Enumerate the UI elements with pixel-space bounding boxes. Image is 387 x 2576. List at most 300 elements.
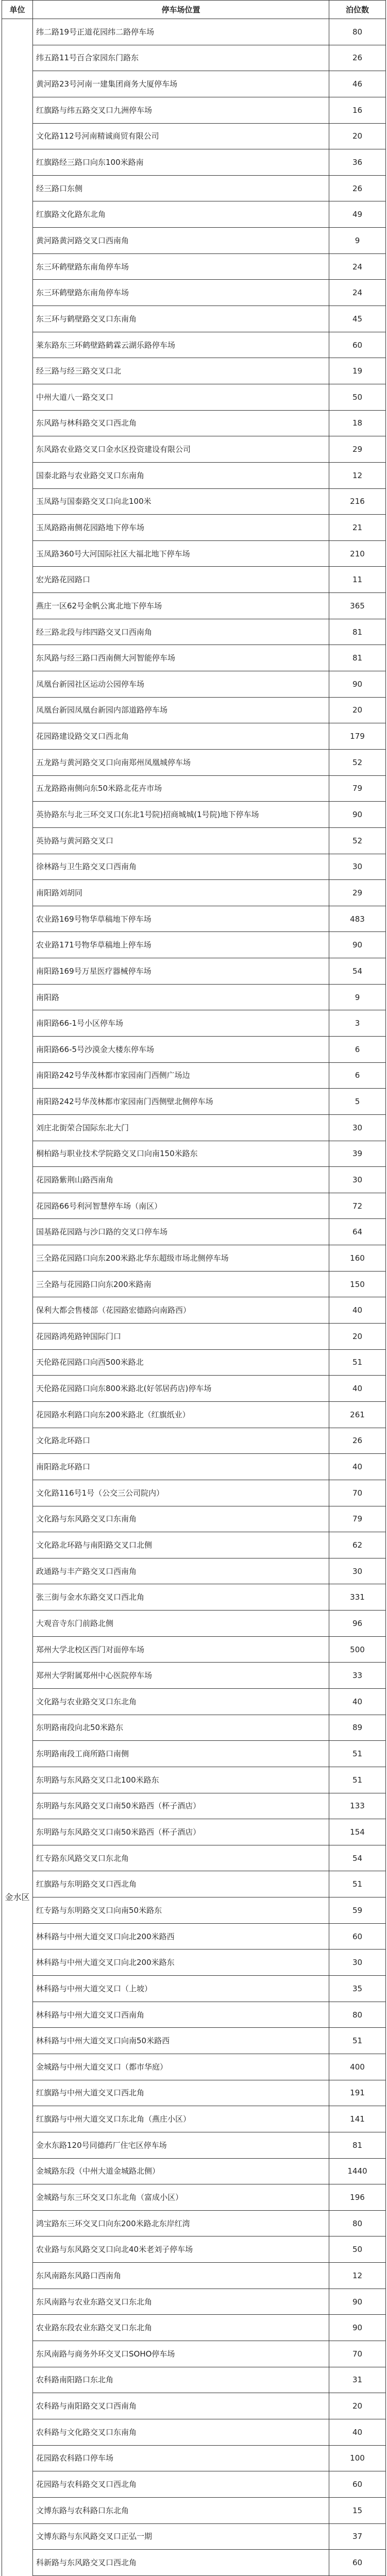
spaces-cell: 80 <box>329 2002 386 2028</box>
spaces-cell: 31 <box>329 2367 386 2393</box>
table-row <box>2 488 386 515</box>
location-cell: 金城路与东三环交叉口东北角（富成小区） <box>33 2184 329 2211</box>
location-cell: 东风路农业路交叉口金水区投资建设有限公司 <box>33 436 329 463</box>
spaces-cell: 26 <box>329 45 386 71</box>
table-row <box>2 1297 386 1324</box>
spaces-cell: 40 <box>329 1297 386 1324</box>
table-row <box>2 2002 386 2028</box>
location-cell: 东三环鹤壁路东南角停车场 <box>33 280 329 306</box>
table-row <box>2 1010 386 1037</box>
spaces-cell: 70 <box>329 1480 386 1506</box>
table-row <box>2 253 386 280</box>
location-cell: 南阳路242号华茂林都市家园南门西侧广场边 <box>33 1062 329 1089</box>
spaces-cell: 18 <box>329 410 386 436</box>
location-cell: 五龙路与黄河路交叉口向南郑州凤凰城停车场 <box>33 749 329 775</box>
table-row <box>2 1428 386 1454</box>
table-row <box>2 2471 386 2498</box>
spaces-cell: 52 <box>329 827 386 854</box>
table-row <box>2 1793 386 1819</box>
location-cell: 东明路南段工商所路口南侧 <box>33 1741 329 1767</box>
spaces-cell: 90 <box>329 802 386 828</box>
table-row <box>2 2419 386 2445</box>
table-row <box>2 1976 386 2002</box>
table-row <box>2 410 386 436</box>
location-cell: 红旗路与纬五路交叉口九洲停车场 <box>33 97 329 123</box>
table-row <box>2 2393 386 2419</box>
location-cell: 花园路农科路口停车场 <box>33 2445 329 2471</box>
spaces-cell: 60 <box>329 2550 386 2576</box>
location-cell: 林科路与中州大道交叉口（上坡） <box>33 1976 329 2002</box>
location-cell: 农科路与南阳路交叉口西南角 <box>33 2393 329 2419</box>
location-cell: 经三路北段与纬四路交叉口西南角 <box>33 619 329 645</box>
spaces-cell: 15 <box>329 2497 386 2523</box>
spaces-cell: 100 <box>329 2445 386 2471</box>
parking-table-page <box>2 0 385 2576</box>
spaces-cell: 45 <box>329 306 386 332</box>
spaces-cell: 60 <box>329 332 386 358</box>
table-row <box>2 436 386 463</box>
table-row <box>2 645 386 671</box>
table-row <box>2 1819 386 1845</box>
spaces-cell: 12 <box>329 462 386 488</box>
location-cell: 花园路与农科路交叉口西北角 <box>33 2471 329 2498</box>
spaces-cell: 79 <box>329 775 386 802</box>
table-row <box>2 1324 386 1350</box>
table-row <box>2 2210 386 2236</box>
table-row <box>2 958 386 985</box>
table-row <box>2 1950 386 1976</box>
location-cell: 东风路与林科路交叉口西北角 <box>33 410 329 436</box>
location-cell: 玉凤路360号大河国际社区大福北地下停车场 <box>33 540 329 567</box>
spaces-cell: 81 <box>329 645 386 671</box>
spaces-cell: 81 <box>329 2132 386 2158</box>
table-row <box>2 332 386 358</box>
location-cell: 林科路与中州大道交叉口向北200米路西 <box>33 1923 329 1950</box>
location-cell: 花园路紫荆山路西南角 <box>33 1167 329 1193</box>
table-row <box>2 2341 386 2367</box>
table-row <box>2 1923 386 1950</box>
spaces-cell: 24 <box>329 280 386 306</box>
location-cell: 农业路与东风路交叉口向北40米老刘子停车场 <box>33 2236 329 2263</box>
location-cell: 燕庄一区62号金帆公寓北地下停车场 <box>33 593 329 619</box>
spaces-cell: 81 <box>329 619 386 645</box>
table-row <box>2 1401 386 1428</box>
spaces-cell: 29 <box>329 880 386 906</box>
spaces-cell: 30 <box>329 1167 386 1193</box>
spaces-cell: 39 <box>329 1141 386 1167</box>
table-row <box>2 2184 386 2211</box>
parking-table <box>2 0 386 2576</box>
location-cell: 农业路171号物华草稿地上停车场 <box>33 932 329 958</box>
location-cell: 金城路东段（中州大道金城路北侧） <box>33 2158 329 2184</box>
location-cell: 国泰北路与农业路交叉口东南角 <box>33 462 329 488</box>
location-cell: 南阳路169号万星医疗器械停车场 <box>33 958 329 985</box>
table-row <box>2 749 386 775</box>
spaces-cell: 40 <box>329 1376 386 1402</box>
spaces-cell: 40 <box>329 2419 386 2445</box>
header-spaces: 泊位数 <box>329 1 386 19</box>
location-cell: 东明路与东风路交叉口北100米路东 <box>33 1767 329 1793</box>
location-cell: 宏光路花园路口 <box>33 567 329 593</box>
table-row <box>2 2497 386 2523</box>
location-cell: 南阳路刘胡同 <box>33 880 329 906</box>
location-cell: 农科路与文化路交叉口东南角 <box>33 2419 329 2445</box>
spaces-cell: 33 <box>329 1663 386 1689</box>
spaces-cell: 150 <box>329 1271 386 1297</box>
spaces-cell: 51 <box>329 1767 386 1793</box>
location-cell: 东风南路与农业东路交叉口东北角 <box>33 2289 329 2315</box>
table-row <box>2 854 386 880</box>
table-row <box>2 593 386 619</box>
unit-cell: 金水区 <box>2 19 33 2576</box>
location-cell: 花园路水利路口向东200米路北（红旗纸业） <box>33 1401 329 1428</box>
location-cell: 农业路东段农业东路交叉口东北角 <box>33 2315 329 2341</box>
location-cell: 天伦路花园路口向西500米路北 <box>33 1349 329 1376</box>
spaces-cell: 30 <box>329 1114 386 1141</box>
spaces-cell: 72 <box>329 1193 386 1219</box>
table-row <box>2 1871 386 1897</box>
location-cell: 郑州大学附属郑州中心医院停车场 <box>33 1663 329 1689</box>
table-row <box>2 201 386 228</box>
table-header-row <box>2 1 386 19</box>
table-row <box>2 1480 386 1506</box>
header-unit: 单位 <box>2 1 33 19</box>
location-cell: 红专路与东明路交叉口向南50米路东 <box>33 1897 329 1924</box>
location-cell: 林科路与中州大道交叉口向北200米路东 <box>33 1950 329 1976</box>
table-row <box>2 1036 386 1062</box>
table-row <box>2 97 386 123</box>
table-row <box>2 802 386 828</box>
location-cell: 东明路与东风路交叉口南50米路西（杯子酒店） <box>33 1793 329 1819</box>
spaces-cell: 64 <box>329 1219 386 1245</box>
table-row <box>2 2028 386 2054</box>
location-cell: 刘庄北街荣合国际东北大门 <box>33 1114 329 1141</box>
location-cell: 金水东路120号同德药厂住宅区停车场 <box>33 2132 329 2158</box>
spaces-cell: 20 <box>329 697 386 723</box>
table-row <box>2 1897 386 1924</box>
location-cell: 文化路与农业路交叉口东北角 <box>33 1689 329 1715</box>
table-row <box>2 1532 386 1558</box>
spaces-cell: 51 <box>329 2028 386 2054</box>
location-cell: 张三街与金水东路交叉口西北角 <box>33 1584 329 1611</box>
table-row <box>2 45 386 71</box>
spaces-cell: 60 <box>329 1923 386 1950</box>
table-row <box>2 462 386 488</box>
location-cell: 大观音寺东门前路北侧 <box>33 1611 329 1637</box>
table-row <box>2 228 386 254</box>
location-cell: 桐柏路与职业技术学院路交叉口向南150米路东 <box>33 1141 329 1167</box>
table-row <box>2 1663 386 1689</box>
location-cell: 林科路与中州大道交叉口向南50米路西 <box>33 2028 329 2054</box>
location-cell: 东明路南段向北50米路东 <box>33 1715 329 1741</box>
location-cell: 黄河路23号河南一建集团商务大厦停车场 <box>33 71 329 97</box>
location-cell: 金城路与中州大道交叉口（都市华庭） <box>33 2054 329 2080</box>
location-cell: 红旗路与中州大道交叉口西北角 <box>33 2080 329 2106</box>
location-cell: 经三路与经三路交叉口北 <box>33 358 329 384</box>
spaces-cell: 30 <box>329 1950 386 1976</box>
spaces-cell: 50 <box>329 2236 386 2263</box>
location-cell: 国基路花园路与沙口路的交叉口停车场 <box>33 1219 329 1245</box>
table-row <box>2 71 386 97</box>
location-cell: 英协路与黄河路交叉口 <box>33 827 329 854</box>
location-cell: 三全路花园路口向东200米路北华东超级市场北侧停车场 <box>33 1245 329 1272</box>
spaces-cell: 59 <box>329 1897 386 1924</box>
location-cell: 林科路与中州大道交叉口西南角 <box>33 2002 329 2028</box>
table-row <box>2 1558 386 1584</box>
location-cell: 东三环鹤壁路东南角停车场 <box>33 253 329 280</box>
table-row <box>2 2236 386 2263</box>
table-row <box>2 1506 386 1532</box>
location-cell: 文化路与东风路交叉口东南角 <box>33 1506 329 1532</box>
location-cell: 农业路169号物华草稿地下停车场 <box>33 906 329 932</box>
spaces-cell: 12 <box>329 2263 386 2289</box>
table-row <box>2 1114 386 1141</box>
spaces-cell: 52 <box>329 749 386 775</box>
spaces-cell: 90 <box>329 671 386 698</box>
table-row <box>2 2263 386 2289</box>
table-row <box>2 1611 386 1637</box>
spaces-cell: 191 <box>329 2080 386 2106</box>
table-row <box>2 2315 386 2341</box>
location-cell: 红旗路与中州大道交叉口东北角（燕庄小区） <box>33 2106 329 2132</box>
location-cell: 文化路北环路口 <box>33 1428 329 1454</box>
spaces-cell: 210 <box>329 540 386 567</box>
table-row <box>2 827 386 854</box>
table-row <box>2 567 386 593</box>
table-row <box>2 2132 386 2158</box>
location-cell: 三全路与花园路口向东200米路南 <box>33 1271 329 1297</box>
table-row <box>2 1167 386 1193</box>
table-row <box>2 1584 386 1611</box>
location-cell: 凤凰台新园凤凰台新园内部道路停车场 <box>33 697 329 723</box>
table-row <box>2 358 386 384</box>
table-row <box>2 2523 386 2550</box>
table-row <box>2 123 386 149</box>
table-row <box>2 1376 386 1402</box>
spaces-cell: 16 <box>329 97 386 123</box>
location-cell: 经三路口东侧 <box>33 175 329 201</box>
location-cell: 南阳路66-1号小区停车场 <box>33 1010 329 1037</box>
location-cell: 文化路116号1号（公交三公司院内） <box>33 1480 329 1506</box>
location-cell: 南阳路242号华茂林都市家园南门西侧壁北侧停车场 <box>33 1089 329 1115</box>
table-row <box>2 1715 386 1741</box>
table-row <box>2 2106 386 2132</box>
location-cell: 凤凰台新园社区运动公园停车场 <box>33 671 329 698</box>
table-row <box>2 175 386 201</box>
location-cell: 文化路北环路与南阳路交叉口北侧 <box>33 1532 329 1558</box>
table-row <box>2 880 386 906</box>
table-row <box>2 1141 386 1167</box>
table-row <box>2 1349 386 1376</box>
spaces-cell: 46 <box>329 71 386 97</box>
location-cell: 红专路东风路交叉口东北角 <box>33 1845 329 1871</box>
table-row <box>2 19 386 45</box>
spaces-cell: 11 <box>329 567 386 593</box>
table-row <box>2 1845 386 1871</box>
location-cell: 郑州大学北校区西门对面停车场 <box>33 1636 329 1663</box>
table-row <box>2 280 386 306</box>
location-cell: 英协路东与北三环交叉口(东北1号院)招商城城(1号院)地下停车场 <box>33 802 329 828</box>
spaces-cell: 6 <box>329 1062 386 1089</box>
spaces-cell: 96 <box>329 1611 386 1637</box>
spaces-cell: 331 <box>329 1584 386 1611</box>
table-row <box>2 2445 386 2471</box>
location-cell: 南阳路北环路口 <box>33 1454 329 1480</box>
table-row <box>2 1062 386 1089</box>
location-cell: 花园路鸿苑路钟国际门口 <box>33 1324 329 1350</box>
spaces-cell: 24 <box>329 253 386 280</box>
spaces-cell: 1440 <box>329 2158 386 2184</box>
table-row <box>2 1454 386 1480</box>
spaces-cell: 6 <box>329 1036 386 1062</box>
location-cell: 科新路与东风路交叉口西北角 <box>33 2550 329 2576</box>
table-row <box>2 1245 386 1272</box>
spaces-cell: 196 <box>329 2184 386 2211</box>
spaces-cell: 20 <box>329 2393 386 2419</box>
spaces-cell: 154 <box>329 1819 386 1845</box>
table-row <box>2 1767 386 1793</box>
spaces-cell: 9 <box>329 228 386 254</box>
location-cell: 鸿宝路东三环交叉口向东200米路北东岸红湾 <box>33 2210 329 2236</box>
location-cell: 红旗路文化路东北角 <box>33 201 329 228</box>
location-cell: 政通路与丰产路交叉口西南角 <box>33 1558 329 1584</box>
table-row <box>2 671 386 698</box>
table-row <box>2 697 386 723</box>
spaces-cell: 261 <box>329 1401 386 1428</box>
spaces-cell: 133 <box>329 1793 386 1819</box>
location-cell: 保利大都会售楼部（花园路宏德路向南路西） <box>33 1297 329 1324</box>
spaces-cell: 26 <box>329 175 386 201</box>
table-row <box>2 384 386 410</box>
spaces-cell: 35 <box>329 1976 386 2002</box>
location-cell: 花园路建设路交叉口西北角 <box>33 723 329 750</box>
table-row <box>2 984 386 1010</box>
table-body <box>2 19 386 2576</box>
spaces-cell: 54 <box>329 1845 386 1871</box>
spaces-cell: 30 <box>329 854 386 880</box>
location-cell: 黄河路黄河路交叉口西南角 <box>33 228 329 254</box>
spaces-cell: 160 <box>329 1245 386 1272</box>
table-row <box>2 2367 386 2393</box>
spaces-cell: 400 <box>329 2054 386 2080</box>
table-row <box>2 2054 386 2080</box>
header-location: 停车场位置 <box>33 1 329 19</box>
spaces-cell: 49 <box>329 201 386 228</box>
spaces-cell: 54 <box>329 958 386 985</box>
spaces-cell: 365 <box>329 593 386 619</box>
table-row <box>2 149 386 176</box>
spaces-cell: 5 <box>329 1089 386 1115</box>
spaces-cell: 90 <box>329 2289 386 2315</box>
spaces-cell: 20 <box>329 123 386 149</box>
spaces-cell: 29 <box>329 436 386 463</box>
location-cell: 花园路66号利河智慧停车场（南区） <box>33 1193 329 1219</box>
location-cell: 农科路南阳路口东北角 <box>33 2367 329 2393</box>
location-cell: 玉凤路路南侧花园路地下停车场 <box>33 515 329 541</box>
location-cell: 红旗路经三路口向东100米路南 <box>33 149 329 176</box>
table-row <box>2 2080 386 2106</box>
spaces-cell: 51 <box>329 1349 386 1376</box>
spaces-cell: 21 <box>329 515 386 541</box>
spaces-cell: 19 <box>329 358 386 384</box>
location-cell: 五龙路路南侧向东50米路北花卉市场 <box>33 775 329 802</box>
spaces-cell: 80 <box>329 19 386 45</box>
location-cell: 东风南路东风路口西南角 <box>33 2263 329 2289</box>
spaces-cell: 90 <box>329 2315 386 2341</box>
location-cell: 南阳路66-5号沙漠金大楼东停车场 <box>33 1036 329 1062</box>
spaces-cell: 70 <box>329 2341 386 2367</box>
spaces-cell: 51 <box>329 1741 386 1767</box>
spaces-cell: 36 <box>329 149 386 176</box>
table-row <box>2 1741 386 1767</box>
table-row <box>2 1271 386 1297</box>
location-cell: 东三环与鹤壁路交叉口东南角 <box>33 306 329 332</box>
table-row <box>2 723 386 750</box>
location-cell: 天伦路花园路口向东800米路北(好邻居药店)停车场 <box>33 1376 329 1402</box>
table-row <box>2 1219 386 1245</box>
location-cell: 纬二路19号正道花园纬二路停车场 <box>33 19 329 45</box>
location-cell: 莱东路东三环鹤壁路鹤霖云湖乐路停车场 <box>33 332 329 358</box>
table-row <box>2 540 386 567</box>
spaces-cell: 40 <box>329 1689 386 1715</box>
table-row <box>2 775 386 802</box>
table-row <box>2 2550 386 2576</box>
table-row <box>2 1636 386 1663</box>
spaces-cell: 216 <box>329 488 386 515</box>
spaces-cell: 60 <box>329 2471 386 2498</box>
location-cell: 东风南路与商务外环交叉口SOHO停车场 <box>33 2341 329 2367</box>
spaces-cell: 51 <box>329 1871 386 1897</box>
spaces-cell: 500 <box>329 1636 386 1663</box>
spaces-cell: 141 <box>329 2106 386 2132</box>
spaces-cell: 483 <box>329 906 386 932</box>
spaces-cell: 37 <box>329 2523 386 2550</box>
table-row <box>2 1689 386 1715</box>
table-row <box>2 306 386 332</box>
table-row <box>2 515 386 541</box>
spaces-cell: 79 <box>329 1506 386 1532</box>
table-row <box>2 2158 386 2184</box>
location-cell: 文化路112号河南精诚商贸有限公司 <box>33 123 329 149</box>
location-cell: 纬五路11号百合家园东门路东 <box>33 45 329 71</box>
spaces-cell: 3 <box>329 1010 386 1037</box>
table-row <box>2 619 386 645</box>
spaces-cell: 89 <box>329 1715 386 1741</box>
spaces-cell: 90 <box>329 932 386 958</box>
location-cell: 文博东路与农科路口东北角 <box>33 2497 329 2523</box>
spaces-cell: 40 <box>329 1454 386 1480</box>
spaces-cell: 62 <box>329 1532 386 1558</box>
location-cell: 红旗路与东明路交叉口西北角 <box>33 1871 329 1897</box>
table-row <box>2 1089 386 1115</box>
location-cell: 南阳路 <box>33 984 329 1010</box>
spaces-cell: 80 <box>329 2210 386 2236</box>
location-cell: 东明路与东风路交叉口南50米路西（杯子酒店） <box>33 1819 329 1845</box>
location-cell: 文博东路与东风路交叉口正弘一期 <box>33 2523 329 2550</box>
table-row <box>2 2289 386 2315</box>
table-row <box>2 932 386 958</box>
table-row <box>2 906 386 932</box>
location-cell: 东风路与经三路口西南侧大河智能停车场 <box>33 645 329 671</box>
spaces-cell: 26 <box>329 1428 386 1454</box>
spaces-cell: 20 <box>329 1324 386 1350</box>
spaces-cell: 179 <box>329 723 386 750</box>
table-row <box>2 1193 386 1219</box>
spaces-cell: 9 <box>329 984 386 1010</box>
location-cell: 玉凤路与国泰路交叉口向北100米 <box>33 488 329 515</box>
location-cell: 徐林路与卫生路交叉口西南角 <box>33 854 329 880</box>
location-cell: 中州大道八一路交叉口 <box>33 384 329 410</box>
